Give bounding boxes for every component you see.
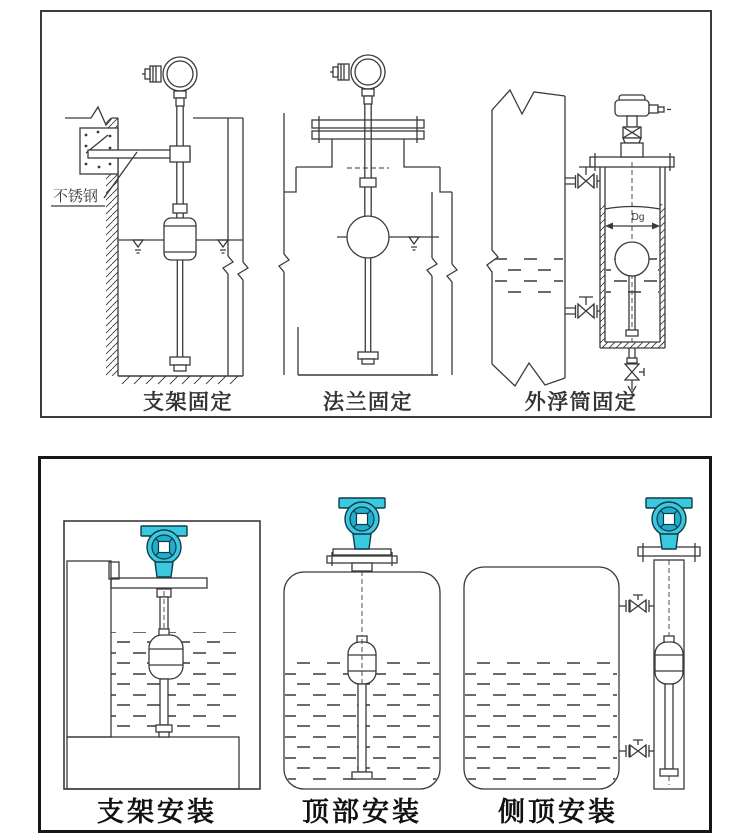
teal-transmitter-icon (141, 526, 187, 577)
liquid-dashes (495, 258, 563, 302)
ball-float (347, 216, 389, 258)
flange (312, 116, 424, 143)
ex-transmitter-head-icon (330, 55, 385, 104)
dg-label: Dg (631, 212, 645, 223)
diagram-top-mounting (284, 498, 440, 827)
stem-lower (170, 260, 190, 371)
liquid-dashes (465, 655, 617, 788)
teal-transmitter-icon (339, 498, 385, 549)
dg-dimension (605, 212, 660, 230)
diagram-flange-fixing (279, 55, 457, 414)
mounting-methods-drawing (41, 459, 709, 830)
connecting-valve-bottom (619, 740, 654, 757)
chamber-transmitter-head (615, 95, 671, 157)
figure-mounting-methods (38, 456, 712, 833)
brick-floor (67, 737, 239, 789)
diagram-side-top-mounting (464, 498, 700, 827)
brick-wall (67, 561, 111, 737)
ex-transmitter-head-icon (142, 57, 197, 106)
diagram-bracket-fixing (51, 57, 248, 414)
diagram-label: 外浮筒固定 (524, 391, 638, 414)
drain-valve (625, 348, 644, 393)
ball-float (615, 242, 649, 276)
process-vessel (487, 90, 565, 386)
float (164, 204, 196, 260)
connecting-valve-top (619, 595, 654, 612)
mounting-bracket (80, 128, 190, 174)
diagram-label: 顶部安装 (302, 797, 422, 827)
diagram-external-chamber-fixing (487, 90, 674, 414)
flange (327, 549, 397, 571)
figure-fixing-methods (40, 10, 712, 418)
teal-transmitter-icon (646, 498, 692, 549)
diagram-label: 法兰固定 (323, 391, 413, 414)
diagram-label: 支架固定 (143, 391, 233, 414)
fixing-methods-drawing (42, 12, 710, 416)
diagram-bracket-mounting (64, 521, 260, 827)
stem-lower (358, 258, 378, 364)
isolation-valve-bottom (565, 297, 600, 318)
diagram-label: 侧顶安装 (498, 797, 618, 827)
diagram-label: 支架安装 (97, 797, 217, 827)
stainless-steel-label: 不锈钢 (53, 188, 99, 205)
